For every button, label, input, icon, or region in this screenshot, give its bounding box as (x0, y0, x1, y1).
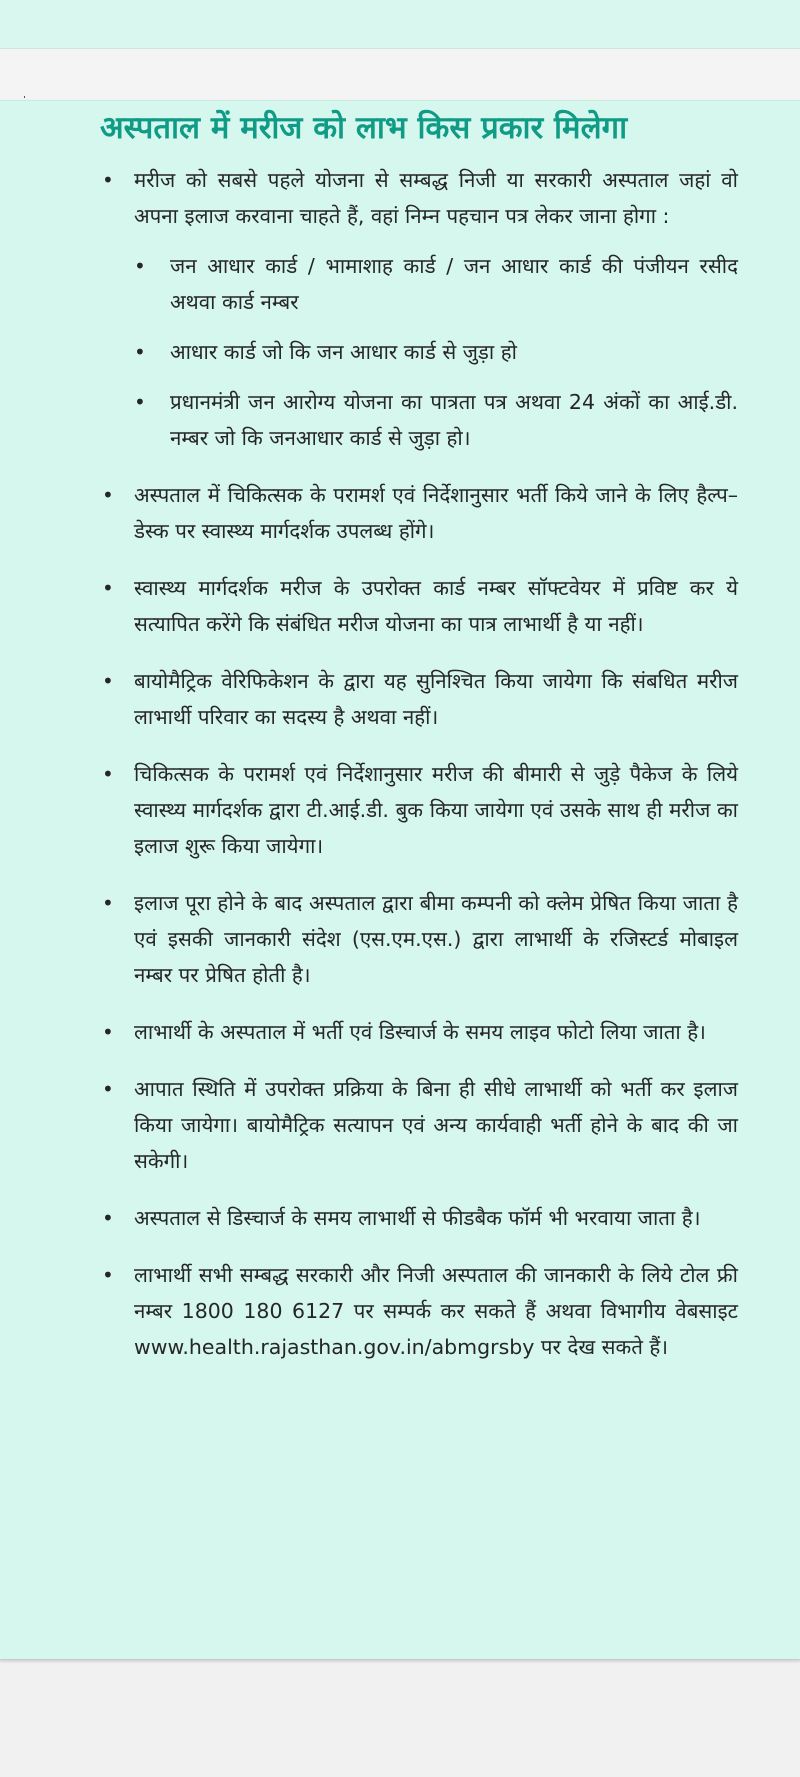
list-item: • अस्पताल से डिस्चार्ज के समय लाभार्थी से फीडबैक फॉर्म भी भरवाया जाता है। (96, 1200, 738, 1236)
list-item: • चिकित्सक के परामर्श एवं निर्देशानुसार मरीज की बीमारी से जुड़े पैकेज के लिये स्वास्थ्य मार्गदर्शक द्वारा टी.आई.डी. बुक किया जायेगा एवं उसके साथ ही मरीज का इलाज शुरू किया जायेगा। (96, 756, 738, 864)
sub-list-item: • आधार कार्ड जो कि जन आधार कार्ड से जुड़ा हो (134, 334, 738, 370)
id-document-list (134, 248, 738, 456)
spacer (0, 49, 800, 99)
sub-list-item: • प्रधानमंत्री जन आरोग्य योजना का पात्रता पत्र अथवा 24 अंकों का आई.डी. नम्बर जो कि जनआधार कार्ड से जुड़ा हो। (134, 384, 738, 456)
list-item-text: मरीज को सबसे पहले योजना से सम्बद्ध निजी या सरकारी अस्पताल जहां वो अपना इलाज करवाना चाहते हैं, वहां निम्न पहचान पत्र लेकर जाना होगा : (134, 168, 738, 228)
list-item: • बायोमैट्रिक वेरिफिकेशन के द्वारा यह सुनिश्चित किया जायेगा कि संबधित मरीज लाभार्थी परिवार का सदस्य है अथवा नहीं। (96, 663, 738, 735)
list-item: • अस्पताल में चिकित्सक के परामर्श एवं निर्देशानुसार भर्ती किये जाने के लिए हैल्प–डेस्क पर स्वास्थ्य मार्गदर्शक उपलब्ध होंगे। (96, 477, 738, 549)
list-item: • इलाज पूरा होने के बाद अस्पताल द्वारा बीमा कम्पनी को क्लेम प्रेषित किया जाता है एवं इसकी जानकारी संदेश (एस.एम.एस.) द्वारा लाभार्थी के रजिस्टर्ड मोबाइल नम्बर पर प्रेषित होती है। (96, 885, 738, 993)
list-item: • आपात स्थिति में उपरोक्त प्रक्रिया के बिना ही सीधे लाभार्थी को भर्ती कर इलाज किया जायेगा। बायोमैट्रिक सत्यापन एवं अन्य कार्यवाही भर्ती होने के बाद की जा सकेगी। (96, 1071, 738, 1179)
list-item (96, 162, 738, 456)
contact-text-after: पर देख सकते हैं। (534, 1335, 669, 1359)
toll-free-number: 1800 180 6127 (181, 1299, 345, 1323)
list-item (96, 1257, 738, 1365)
sub-list-item: • जन आधार कार्ड / भामाशाह कार्ड / जन आधार कार्ड की पंजीयन रसीद अथवा कार्ड नम्बर (134, 248, 738, 320)
contact-text-middle: पर सम्पर्क कर सकते हैं अथवा विभागीय वेबसाइट (344, 1299, 738, 1323)
list-item: • स्वास्थ्य मार्गदर्शक मरीज के उपरोक्त कार्ड नम्बर सॉफ्टवेयर में प्रविष्ट कर ये सत्यापित करेंगे कि संबंधित मरीज योजना का पात्र लाभार्थी है या नहीं। (96, 570, 738, 642)
list-item: • लाभार्थी के अस्पताल में भर्ती एवं डिस्चार्ज के समय लाइव फोटो लिया जाता है। (96, 1014, 738, 1050)
contact-text-before: लाभार्थी सभी सम्बद्ध सरकारी और निजी अस्पताल की जानकारी के लिये टोल फ्री नम्बर (134, 1263, 738, 1323)
website-link[interactable]: www.health.rajasthan.gov.in/abmgrsby (134, 1335, 535, 1359)
benefit-list (96, 162, 738, 1386)
page-title: अस्पताल में मरीज को लाभ किस प्रकार मिलेगा (100, 110, 628, 146)
top-bar (0, 0, 800, 49)
cursor-mark (24, 96, 25, 98)
